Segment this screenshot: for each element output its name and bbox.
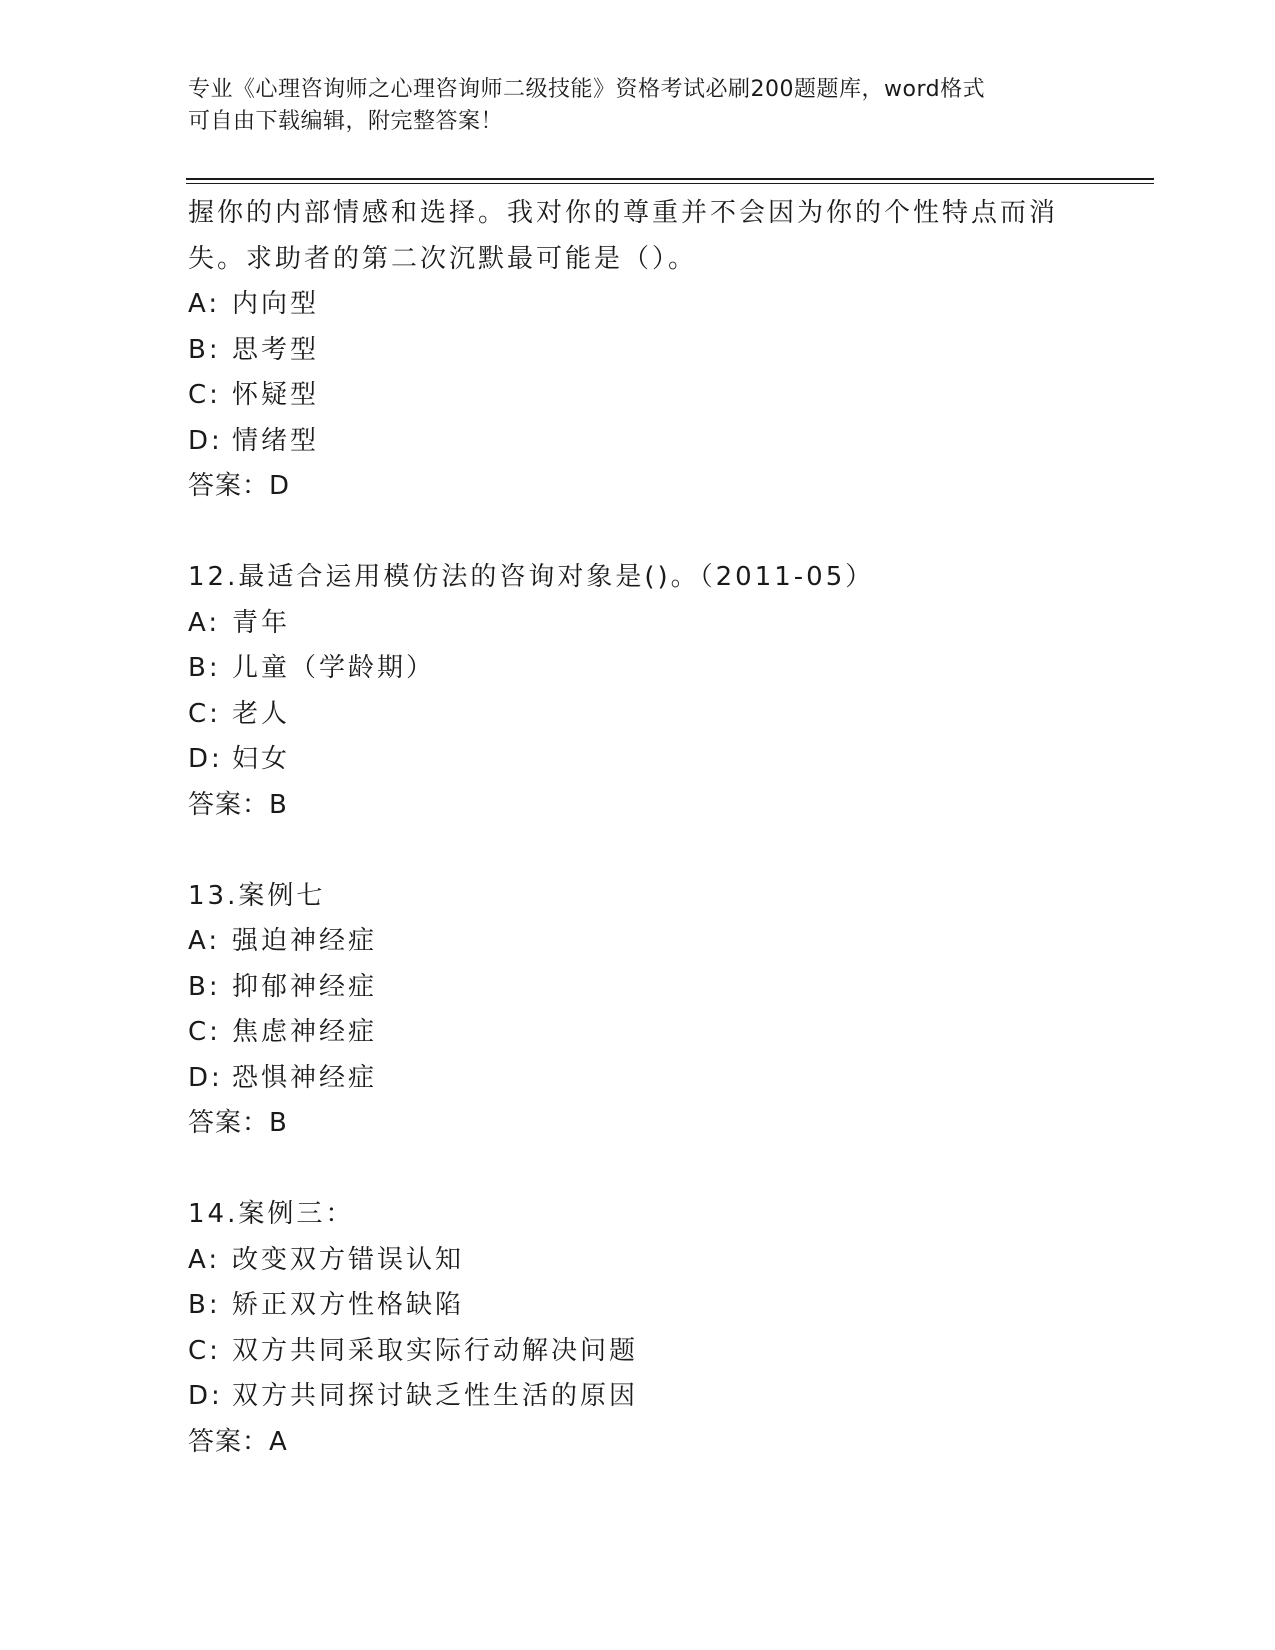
option-key: D: bbox=[188, 425, 223, 456]
option-b bbox=[188, 328, 1088, 374]
option-a bbox=[188, 1238, 1088, 1284]
option-text: 情绪型 bbox=[232, 425, 320, 456]
option-text: 老人 bbox=[232, 698, 291, 729]
option-key: C: bbox=[188, 698, 221, 729]
option-key: D: bbox=[188, 744, 223, 774]
option-text: 强迫神经症 bbox=[232, 926, 378, 956]
option-d bbox=[188, 737, 1088, 783]
question-list bbox=[188, 191, 1088, 1465]
answer-line: 答案：B bbox=[188, 1108, 288, 1138]
option-d bbox=[188, 419, 1088, 465]
option-text: 改变双方错误认知 bbox=[232, 1244, 465, 1275]
header-line-2: 可自由下载编辑，附完整答案！ bbox=[188, 109, 504, 134]
option-text: 双方共同采取实际行动解决问题 bbox=[232, 1335, 639, 1366]
option-key: A: bbox=[188, 607, 221, 638]
header-line-1: 专业《心理咨询师之心理咨询师二级技能》资格考试必刷200题题库，word格式 bbox=[188, 77, 986, 102]
question-14 bbox=[188, 1192, 1088, 1465]
header-divider-thin bbox=[186, 183, 1154, 184]
option-b bbox=[188, 646, 1088, 692]
option-key: D: bbox=[188, 1381, 223, 1411]
option-key: B: bbox=[188, 653, 221, 683]
answer-line: 答案：B bbox=[188, 789, 288, 820]
question-13 bbox=[188, 874, 1088, 1147]
option-a bbox=[188, 919, 1088, 965]
question-12 bbox=[188, 555, 1088, 828]
option-key: B: bbox=[188, 971, 221, 1002]
option-key: B: bbox=[188, 1290, 221, 1320]
option-c bbox=[188, 692, 1088, 738]
option-key: C: bbox=[188, 1335, 221, 1366]
option-text: 矫正双方性格缺陷 bbox=[232, 1290, 465, 1320]
answer-line: 答案：D bbox=[188, 471, 291, 501]
document-header bbox=[188, 74, 1088, 138]
option-text: 双方共同探讨缺乏性生活的原因 bbox=[232, 1381, 639, 1411]
option-text: 思考型 bbox=[232, 334, 320, 365]
option-text: 内向型 bbox=[232, 289, 320, 319]
question-text-continued: 握你的内部情感和选择。我对你的尊重并不会因为你的个性特点而消 bbox=[188, 198, 1059, 228]
spacer bbox=[188, 828, 1088, 874]
option-key: C: bbox=[188, 380, 221, 410]
option-text: 焦虑神经症 bbox=[232, 1017, 378, 1047]
option-text: 儿童（学龄期） bbox=[232, 653, 436, 683]
question-text: 14.案例三： bbox=[188, 1199, 355, 1229]
option-text: 恐惧神经症 bbox=[232, 1062, 378, 1093]
option-c bbox=[188, 1329, 1088, 1375]
question-text-continued: 失。求助者的第二次沉默最可能是（）。 bbox=[188, 243, 698, 274]
question-text: 13.案例七 bbox=[188, 880, 326, 911]
spacer bbox=[188, 1147, 1088, 1193]
option-key: D: bbox=[188, 1062, 223, 1093]
option-key: A: bbox=[188, 926, 221, 956]
spacer bbox=[188, 510, 1088, 556]
option-c bbox=[188, 1010, 1088, 1056]
question-11 bbox=[188, 191, 1088, 510]
option-key: A: bbox=[188, 1244, 221, 1275]
option-text: 怀疑型 bbox=[232, 380, 320, 410]
option-text: 抑郁神经症 bbox=[232, 971, 378, 1002]
header-divider-thick bbox=[186, 178, 1154, 180]
option-text: 青年 bbox=[232, 607, 291, 638]
option-c bbox=[188, 373, 1088, 419]
question-text: 12.最适合运用模仿法的咨询对象是()。（2011-05） bbox=[188, 562, 875, 592]
option-key: A: bbox=[188, 289, 221, 319]
option-key: B: bbox=[188, 334, 221, 365]
option-b bbox=[188, 965, 1088, 1011]
option-b bbox=[188, 1283, 1088, 1329]
option-a bbox=[188, 282, 1088, 328]
option-key: C: bbox=[188, 1017, 221, 1047]
option-d bbox=[188, 1056, 1088, 1102]
option-text: 妇女 bbox=[232, 744, 291, 774]
option-d bbox=[188, 1374, 1088, 1420]
option-a bbox=[188, 601, 1088, 647]
answer-line: 答案：A bbox=[188, 1426, 288, 1457]
